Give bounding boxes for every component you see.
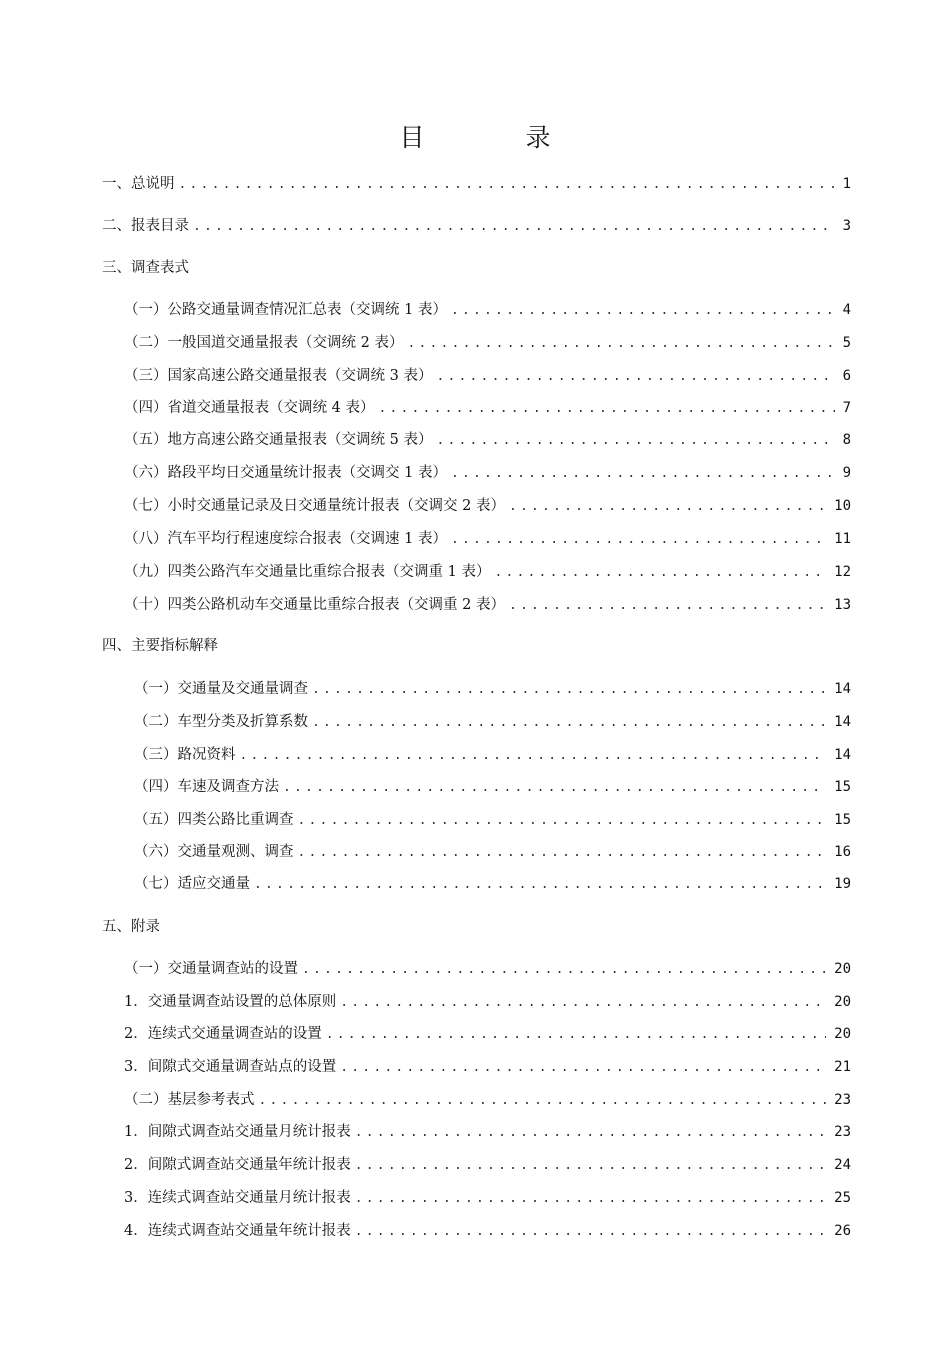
toc-entry-label: （五）四类公路比重调查	[134, 812, 294, 828]
toc-entry-label: 一、总说明	[102, 176, 175, 192]
toc-entry[interactable]	[102, 216, 851, 237]
toc-entry[interactable]	[134, 874, 851, 895]
toc-page-number: 6	[842, 368, 851, 384]
toc-entry[interactable]	[124, 1057, 851, 1078]
toc-entry[interactable]	[134, 712, 851, 733]
toc-dot-leader	[407, 334, 834, 354]
toc-page-number: 23	[834, 1124, 851, 1140]
toc-entry-label: （五）地方高速公路交通量报表（交调统 5 表）	[124, 432, 433, 448]
toc-dot-leader	[451, 530, 826, 550]
toc-entry-label: （二）基层参考表式	[124, 1092, 255, 1108]
toc-dot-leader	[179, 175, 835, 195]
toc-page-number: 15	[834, 812, 851, 828]
toc-dot-leader	[436, 367, 834, 387]
toc-entry-label: 2．间隙式调查站交通量年统计报表	[124, 1157, 351, 1173]
toc-dot-leader	[340, 993, 826, 1013]
toc-dot-leader	[312, 680, 826, 700]
toc-entry[interactable]	[124, 959, 851, 980]
toc-page-number: 25	[834, 1190, 851, 1206]
toc-dot-leader	[355, 1189, 826, 1209]
toc-dot-leader	[355, 1222, 826, 1242]
toc-page-number: 4	[842, 302, 851, 318]
toc-entry[interactable]	[102, 258, 851, 278]
toc-entry[interactable]	[124, 1122, 851, 1143]
toc-dot-leader	[298, 811, 827, 831]
toc-dot-leader	[494, 563, 826, 583]
toc-dot-leader	[378, 399, 834, 419]
toc-entry[interactable]	[134, 745, 851, 766]
toc-entry-label: （十）四类公路机动车交通量比重综合报表（交调重 2 表）	[124, 597, 505, 613]
toc-page-number: 12	[834, 564, 851, 580]
page-title: 目 录	[399, 123, 589, 152]
toc-entry-label: 1．间隙式调查站交通量月统计报表	[124, 1124, 351, 1140]
toc-page-number: 8	[842, 432, 851, 448]
toc-page-number: 3	[842, 218, 851, 234]
toc-entry-label: （六）交通量观测、调查	[134, 844, 294, 860]
toc-dot-leader	[451, 464, 835, 484]
toc-page-number: 14	[834, 681, 851, 697]
toc-page-number: 1	[842, 176, 851, 192]
toc-dot-leader	[326, 1025, 826, 1045]
toc-page-number: 13	[834, 597, 851, 613]
toc-dot-leader	[451, 301, 835, 321]
toc-page-number: 19	[834, 876, 851, 892]
toc-dot-leader	[340, 1058, 826, 1078]
toc-entry-label: 3．间隙式交通量调查站点的设置	[124, 1059, 337, 1075]
toc-entry[interactable]	[102, 917, 851, 937]
toc-dot-leader	[312, 713, 826, 733]
toc-entry[interactable]	[134, 679, 851, 700]
toc-page-number: 16	[834, 844, 851, 860]
toc-entry-label: 二、报表目录	[102, 218, 189, 234]
toc-entry-label: （九）四类公路汽车交通量比重综合报表（交调重 1 表）	[124, 564, 491, 580]
toc-entry-label: （三）国家高速公路交通量报表（交调统 3 表）	[124, 368, 433, 384]
toc-dot-leader	[436, 431, 834, 451]
toc-entry[interactable]	[102, 636, 851, 656]
toc-page-number: 23	[834, 1092, 851, 1108]
toc-page-number: 15	[834, 779, 851, 795]
toc-dot-leader	[509, 497, 826, 517]
toc-page-number: 9	[842, 465, 851, 481]
toc-entry[interactable]	[124, 300, 851, 321]
toc-entry-label: （二）一般国道交通量报表（交调统 2 表）	[124, 335, 404, 351]
toc-entry-label: 2．连续式交通量调查站的设置	[124, 1026, 322, 1042]
toc-page-number: 10	[834, 498, 851, 514]
toc-page-number: 14	[834, 747, 851, 763]
toc-dot-leader	[254, 875, 826, 895]
toc-entry-label: （四）车速及调查方法	[134, 779, 279, 795]
toc-page-number: 20	[834, 1026, 851, 1042]
toc-entry[interactable]	[124, 1188, 851, 1209]
toc-dot-leader	[302, 960, 826, 980]
toc-page-number: 7	[842, 400, 851, 416]
toc-page-number: 21	[834, 1059, 851, 1075]
toc-entry[interactable]	[124, 430, 851, 451]
toc-entry[interactable]	[124, 366, 851, 387]
toc-dot-leader	[355, 1123, 826, 1143]
toc-entry[interactable]	[124, 1155, 851, 1176]
toc-dot-leader	[193, 217, 835, 237]
toc-entry[interactable]	[124, 496, 851, 517]
toc-entry[interactable]	[124, 595, 851, 616]
toc-entry-label: 五、附录	[102, 919, 160, 935]
toc-entry-label: （八）汽车平均行程速度综合报表（交调速 1 表）	[124, 531, 447, 547]
toc-dot-leader	[259, 1091, 827, 1111]
toc-entry[interactable]	[124, 992, 851, 1013]
toc-page-number: 20	[834, 994, 851, 1010]
toc-page-number: 11	[834, 531, 851, 547]
toc-entry-label: 三、调查表式	[102, 260, 189, 276]
toc-entry-label: （三）路况资料	[134, 747, 236, 763]
toc-page-number: 5	[842, 335, 851, 351]
toc-dot-leader	[283, 778, 826, 798]
toc-entry[interactable]	[134, 810, 851, 831]
toc-dot-leader	[240, 746, 827, 766]
toc-entry[interactable]	[124, 398, 851, 419]
toc-entry[interactable]	[124, 562, 851, 583]
toc-entry-label: （四）省道交通量报表（交调统 4 表）	[124, 400, 375, 416]
toc-entry[interactable]	[124, 529, 851, 550]
toc-page-number: 26	[834, 1223, 851, 1239]
toc-entry[interactable]	[134, 777, 851, 798]
toc-entry-label: （一）公路交通量调查情况汇总表（交调统 1 表）	[124, 302, 447, 318]
toc-dot-leader	[509, 596, 826, 616]
toc-entry-label: （一）交通量及交通量调查	[134, 681, 308, 697]
toc-entry-label: （二）车型分类及折算系数	[134, 714, 308, 730]
toc-dot-leader	[355, 1156, 826, 1176]
toc-entry-label: 四、主要指标解释	[102, 638, 218, 654]
toc-dot-leader	[298, 843, 827, 863]
toc-entry-label: （六）路段平均日交通量统计报表（交调交 1 表）	[124, 465, 447, 481]
toc-entry-label: 1．交通量调查站设置的总体原则	[124, 994, 337, 1010]
toc-entry-label: （一）交通量调查站的设置	[124, 961, 298, 977]
toc-entry-label: （七）小时交通量记录及日交通量统计报表（交调交 2 表）	[124, 498, 505, 514]
toc-entry-label: （七）适应交通量	[134, 876, 250, 892]
toc-entry[interactable]	[124, 463, 851, 484]
toc-entry[interactable]	[134, 842, 851, 863]
toc-page-number: 20	[834, 961, 851, 977]
toc-page-number: 14	[834, 714, 851, 730]
toc-entry[interactable]	[102, 174, 851, 195]
toc-entry-label: 3．连续式调查站交通量月统计报表	[124, 1190, 351, 1206]
toc-page-number: 24	[834, 1157, 851, 1173]
toc-entry[interactable]	[124, 1221, 851, 1242]
toc-entry[interactable]	[124, 1024, 851, 1045]
toc-entry-label: 4．连续式调查站交通量年统计报表	[124, 1223, 351, 1239]
toc-entry[interactable]	[124, 1090, 851, 1111]
toc-entry[interactable]	[124, 333, 851, 354]
